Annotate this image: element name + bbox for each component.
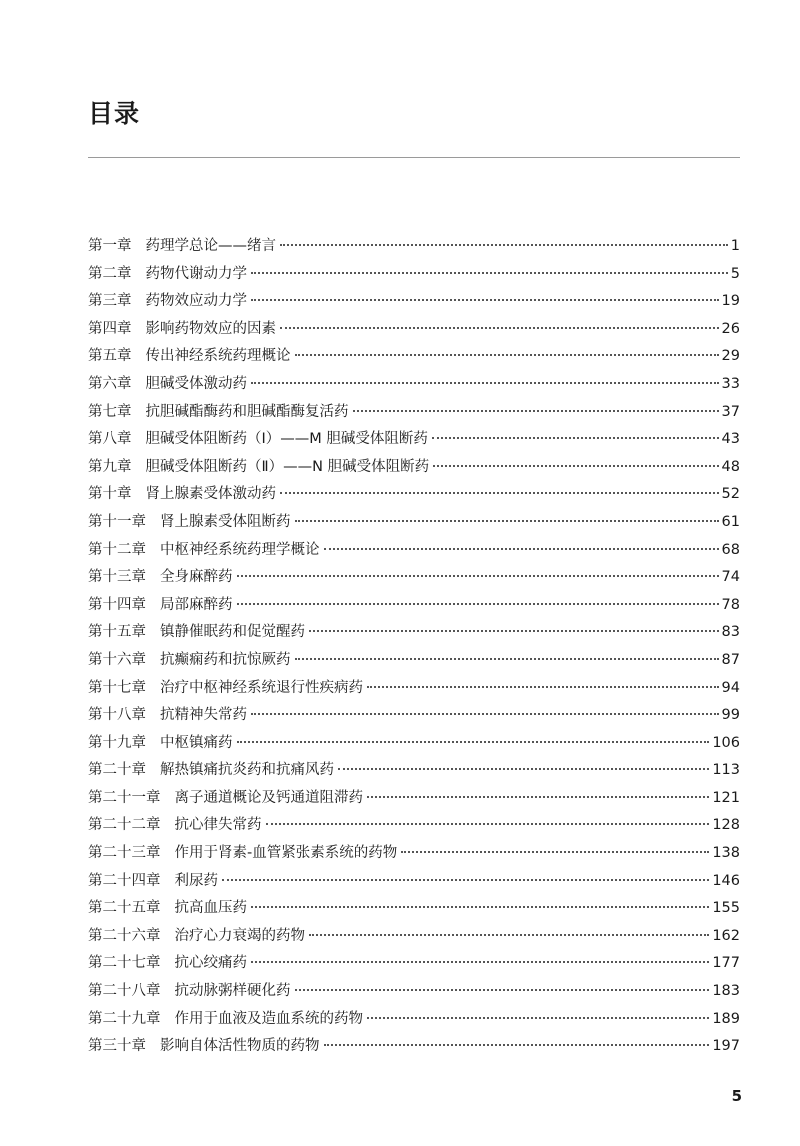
toc-entry[interactable] <box>88 565 740 593</box>
toc-page-number: 155 <box>712 900 740 917</box>
toc-chapter-number: 第十六章 <box>88 651 146 668</box>
toc-dot-leader <box>251 299 719 301</box>
toc-chapter-title: 抗精神失常药 <box>160 707 247 724</box>
toc-dot-leader <box>251 272 728 274</box>
toc-chapter-title: 中枢神经系统药理学概论 <box>160 541 320 558</box>
toc-entry[interactable] <box>88 289 740 317</box>
toc-entry[interactable] <box>88 262 740 290</box>
toc-chapter-number: 第八章 <box>88 431 132 448</box>
toc-dot-leader <box>222 879 709 881</box>
toc-page-number: 121 <box>712 789 740 806</box>
toc-page-number: 5 <box>730 265 740 282</box>
toc-entry[interactable] <box>88 896 740 924</box>
toc-chapter-number: 第十七章 <box>88 679 146 696</box>
toc-chapter-title: 胆碱受体阻断药（Ⅱ）——N 胆碱受体阻断药 <box>145 458 430 475</box>
toc-entry[interactable] <box>88 1034 740 1062</box>
toc-chapter-title: 肾上腺素受体阻断药 <box>160 513 291 530</box>
toc-chapter-number: 第十一章 <box>88 513 146 530</box>
toc-chapter-title: 解热镇痛抗炎药和抗痛风药 <box>160 762 334 779</box>
toc-dot-leader <box>251 906 709 908</box>
toc-entry[interactable] <box>88 427 740 455</box>
toc-page-number: 138 <box>712 845 740 862</box>
toc-entry[interactable] <box>88 758 740 786</box>
toc-entry[interactable] <box>88 482 740 510</box>
toc-chapter-number: 第十九章 <box>88 734 146 751</box>
toc-entry[interactable] <box>88 593 740 621</box>
toc-chapter-title: 抗动脉粥样硬化药 <box>174 983 291 1000</box>
toc-chapter-number: 第十二章 <box>88 541 146 558</box>
toc-page-number: 99 <box>721 707 740 724</box>
toc-dot-leader <box>401 851 709 853</box>
toc-entry[interactable] <box>88 924 740 952</box>
toc-page-number: 106 <box>712 734 740 751</box>
toc-entry[interactable] <box>88 648 740 676</box>
toc-chapter-title: 抗胆碱酯酶药和胆碱酯酶复活药 <box>145 403 349 420</box>
toc-chapter-number: 第九章 <box>88 458 132 475</box>
toc-dot-leader <box>280 244 728 246</box>
toc-dot-leader <box>295 354 719 356</box>
toc-chapter-title: 抗癫痫药和抗惊厥药 <box>160 651 291 668</box>
toc-chapter-number: 第一章 <box>88 238 132 254</box>
table-of-contents <box>88 234 740 1062</box>
toc-chapter-number: 第十五章 <box>88 624 146 641</box>
toc-chapter-number: 第二十五章 <box>88 900 161 917</box>
toc-chapter-title: 影响自体活性物质的药物 <box>160 1038 320 1055</box>
toc-chapter-title: 离子通道概论及钙通道阻滞药 <box>174 789 363 806</box>
toc-entry[interactable] <box>88 731 740 759</box>
toc-chapter-title: 镇静催眠药和促觉醒药 <box>160 624 305 641</box>
toc-page-number: 68 <box>721 541 740 558</box>
toc-dot-leader <box>280 327 719 329</box>
toc-page-number: 146 <box>712 872 740 889</box>
toc-dot-leader <box>251 713 719 715</box>
toc-dot-leader <box>237 603 719 605</box>
toc-dot-leader <box>237 575 719 577</box>
toc-page-number: 87 <box>721 651 740 668</box>
toc-entry[interactable] <box>88 841 740 869</box>
toc-entry[interactable] <box>88 372 740 400</box>
toc-dot-leader <box>324 1044 710 1046</box>
toc-page-number: 83 <box>721 624 740 641</box>
toc-chapter-number: 第二十六章 <box>88 927 161 944</box>
toc-entry[interactable] <box>88 317 740 345</box>
toc-page-number: 33 <box>721 375 740 392</box>
toc-chapter-title: 利尿药 <box>174 872 218 889</box>
toc-chapter-number: 第十章 <box>88 486 132 503</box>
toc-page-number: 162 <box>712 927 740 944</box>
toc-chapter-number: 第二十九章 <box>88 1010 161 1027</box>
toc-page-number: 74 <box>721 569 740 586</box>
toc-chapter-number: 第二章 <box>88 265 132 282</box>
toc-chapter-title: 作用于肾素-血管紧张素系统的药物 <box>174 845 398 862</box>
toc-chapter-number: 第二十七章 <box>88 955 161 972</box>
toc-chapter-title: 胆碱受体阻断药（Ⅰ）——M 胆碱受体阻断药 <box>145 431 428 448</box>
toc-page-number: 177 <box>712 955 740 972</box>
toc-page-number: 19 <box>721 293 740 310</box>
toc-dot-leader <box>251 382 719 384</box>
toc-chapter-title: 局部麻醉药 <box>160 596 233 613</box>
toc-dot-leader <box>367 1017 709 1019</box>
toc-entry[interactable] <box>88 869 740 897</box>
toc-chapter-title: 作用于血液及造血系统的药物 <box>174 1010 363 1027</box>
toc-chapter-number: 第七章 <box>88 403 132 420</box>
toc-chapter-title: 治疗中枢神经系统退行性疾病药 <box>160 679 363 696</box>
toc-dot-leader <box>433 465 718 467</box>
toc-chapter-title: 药理学总论——绪言 <box>145 238 276 254</box>
toc-page-number: 43 <box>721 431 740 448</box>
toc-chapter-number: 第三十章 <box>88 1038 146 1055</box>
title-divider <box>88 157 740 158</box>
toc-chapter-title: 全身麻醉药 <box>160 569 233 586</box>
toc-chapter-title: 胆碱受体激动药 <box>145 375 247 392</box>
toc-page-number: 26 <box>721 320 740 337</box>
toc-chapter-title: 抗心律失常药 <box>174 817 262 834</box>
toc-page-number: 52 <box>721 486 740 503</box>
toc-dot-leader <box>432 437 719 439</box>
toc-chapter-number: 第二十二章 <box>88 817 161 834</box>
toc-entry[interactable] <box>88 455 740 483</box>
toc-chapter-title: 肾上腺素受体激动药 <box>145 486 276 503</box>
toc-entry[interactable] <box>88 234 740 262</box>
toc-page-number: 29 <box>721 348 740 365</box>
toc-entry[interactable] <box>88 786 740 814</box>
toc-page-number: 197 <box>712 1038 740 1055</box>
toc-chapter-title: 治疗心力衰竭的药物 <box>174 927 305 944</box>
toc-page-number: 189 <box>712 1010 740 1027</box>
toc-entry[interactable] <box>88 1007 740 1035</box>
toc-chapter-number: 第六章 <box>88 375 132 392</box>
page-title: 目录 <box>88 99 141 128</box>
toc-dot-leader <box>353 410 719 412</box>
toc-chapter-number: 第二十一章 <box>88 789 161 806</box>
toc-chapter-title: 抗心绞痛药 <box>174 955 247 972</box>
toc-entry[interactable] <box>88 538 740 566</box>
toc-page-number: 1 <box>730 238 740 254</box>
toc-entry[interactable] <box>88 979 740 1007</box>
toc-chapter-title: 传出神经系统药理概论 <box>145 348 291 365</box>
toc-dot-leader <box>338 768 709 770</box>
toc-page-number: 61 <box>721 513 740 530</box>
toc-chapter-number: 第三章 <box>88 293 132 310</box>
toc-chapter-title: 药物效应动力学 <box>145 293 247 310</box>
toc-chapter-number: 第四章 <box>88 320 132 337</box>
toc-chapter-title: 药物代谢动力学 <box>145 265 247 282</box>
toc-dot-leader <box>324 548 719 550</box>
page-number: 5 <box>731 1087 742 1105</box>
toc-chapter-number: 第五章 <box>88 348 132 365</box>
toc-chapter-number: 第二十三章 <box>88 845 161 862</box>
toc-chapter-number: 第二十八章 <box>88 983 161 1000</box>
toc-entry[interactable] <box>88 344 740 372</box>
toc-page-number: 94 <box>721 679 740 696</box>
toc-chapter-number: 第二十章 <box>88 762 146 779</box>
toc-dot-leader <box>295 520 719 522</box>
toc-dot-leader <box>367 686 719 688</box>
toc-chapter-title: 中枢镇痛药 <box>160 734 233 751</box>
toc-chapter-number: 第二十四章 <box>88 872 161 889</box>
toc-chapter-number: 第十四章 <box>88 596 146 613</box>
toc-page-number: 37 <box>721 403 740 420</box>
toc-chapter-title: 抗高血压药 <box>174 900 247 917</box>
toc-dot-leader <box>309 630 719 632</box>
toc-dot-leader <box>295 989 710 991</box>
toc-dot-leader <box>266 823 710 825</box>
toc-dot-leader <box>237 741 710 743</box>
toc-entry[interactable] <box>88 813 740 841</box>
toc-chapter-title: 影响药物效应的因素 <box>145 320 276 337</box>
toc-page-number: 48 <box>721 458 740 475</box>
toc-entry[interactable] <box>88 620 740 648</box>
toc-dot-leader <box>295 658 719 660</box>
toc-page-number: 128 <box>712 817 740 834</box>
toc-page-number: 78 <box>721 596 740 613</box>
toc-entry[interactable] <box>88 703 740 731</box>
toc-entry[interactable] <box>88 510 740 538</box>
toc-dot-leader <box>309 934 709 936</box>
toc-chapter-number: 第十三章 <box>88 569 146 586</box>
toc-entry[interactable] <box>88 400 740 428</box>
toc-entry[interactable] <box>88 951 740 979</box>
toc-dot-leader <box>367 796 709 798</box>
toc-page-number: 183 <box>712 983 740 1000</box>
toc-dot-leader <box>280 492 719 494</box>
toc-page-number: 113 <box>712 762 740 779</box>
toc-entry[interactable] <box>88 676 740 704</box>
toc-dot-leader <box>251 961 709 963</box>
toc-chapter-number: 第十八章 <box>88 707 146 724</box>
